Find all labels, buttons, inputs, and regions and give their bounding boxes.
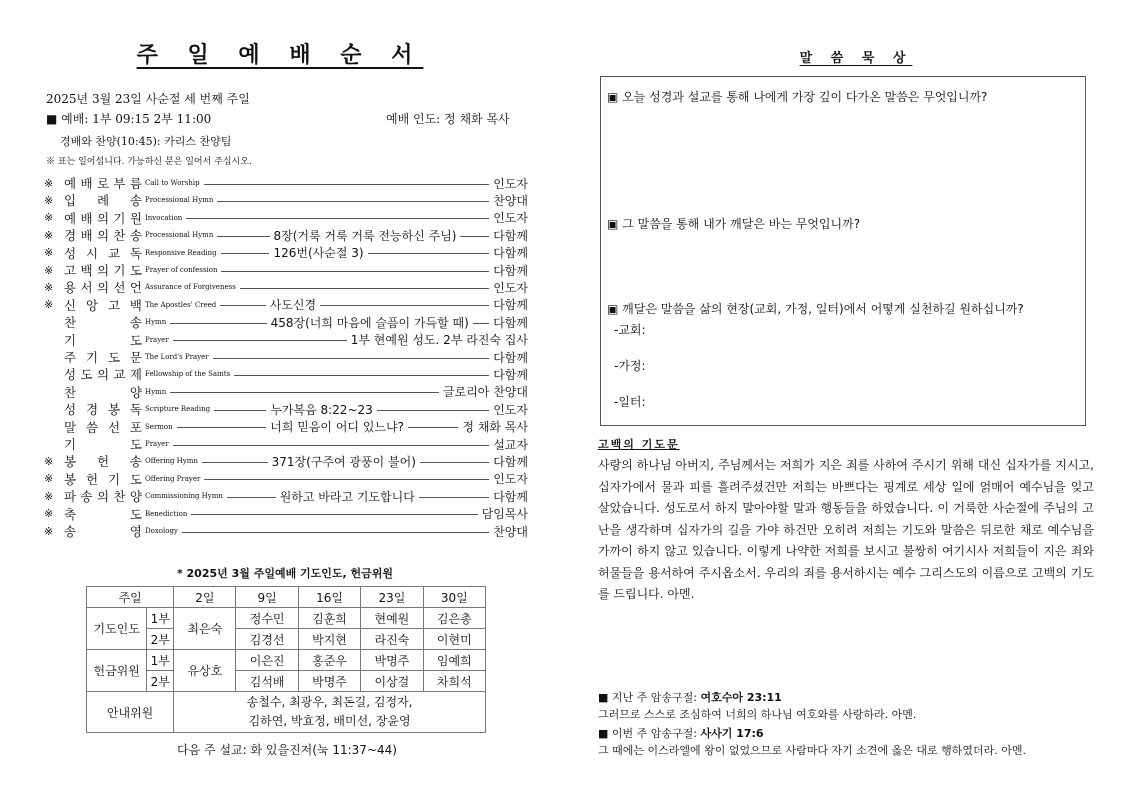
order-item — [44, 245, 528, 261]
part-label: 2부 — [147, 671, 174, 692]
order-item-leader: 정 채화 목사 — [462, 420, 528, 435]
order-item-english: Offering Hymn — [145, 457, 198, 466]
leader-line — [173, 445, 490, 446]
standing-mark: ※ — [44, 176, 54, 190]
date-line: 2025년 3월 23일 사순절 세 번째 주일 — [46, 92, 250, 106]
table-header-cell: 주일 — [87, 587, 174, 608]
next-sermon: 다음 주 설교: 화 있을진저(눅 11:37~44) — [177, 743, 397, 757]
leader-line — [221, 253, 270, 254]
order-item-name: 말 씀 선 포 — [64, 419, 142, 435]
order-item — [44, 384, 528, 400]
service-leader: 예배 인도: 정 채화 목사 — [386, 112, 510, 126]
prayer-title: 고백의 기도문 — [598, 438, 680, 451]
order-item-english: Benediction — [145, 509, 188, 518]
order-item-leader: 1부 현예원 성도. 2부 라진숙 집사 — [350, 333, 528, 348]
order-item-leader: 다함께 — [493, 315, 528, 330]
last-week-ref: 여호수아 23:11 — [700, 691, 782, 704]
order-item-english: Prayer — [145, 440, 169, 448]
ushers-line: 김하연, 박효정, 배미선, 장윤영 — [248, 714, 411, 728]
standing-mark: ※ — [44, 454, 54, 468]
order-item-leader: 다함께 — [493, 454, 528, 469]
order-item-name: 파 송 의 찬 양 — [64, 489, 142, 505]
praise-line: 경배와 찬양(10:45): 카리스 찬양팀 — [60, 135, 232, 148]
committee-table — [86, 586, 486, 733]
order-item-detail: 458장(너희 마음에 슬픔이 가득할 때) — [270, 315, 469, 330]
table-cell: 박지현 — [298, 629, 360, 650]
standing-mark: ※ — [44, 489, 54, 503]
this-week-ref: 사사기 17:6 — [700, 727, 764, 740]
order-item-leader: 찬양대 — [493, 524, 528, 539]
order-item-name: 성 도 의 교 제 — [64, 367, 142, 383]
order-item — [44, 366, 528, 382]
standing-mark: ※ — [44, 298, 54, 312]
order-item-name: 성 경 봉 독 — [64, 402, 142, 418]
table-row — [87, 650, 486, 671]
order-item-english: The Apostles' Creed — [145, 300, 217, 309]
order-item-leader: 찬양대 — [493, 193, 528, 208]
order-item-name: 용 서 의 선 언 — [64, 280, 142, 296]
order-item-english: Scripture Reading — [145, 405, 211, 414]
leader-line — [214, 410, 266, 411]
table-cell: 이현미 — [423, 629, 485, 650]
order-item — [44, 419, 528, 435]
ushers-cell — [174, 692, 486, 733]
leader-line — [377, 410, 489, 411]
order-item-leader: 다함께 — [493, 350, 528, 365]
answer-church: -교회: — [614, 323, 646, 337]
order-item — [44, 279, 528, 295]
order-item-leader: 설교자 — [493, 437, 528, 452]
table-header-cell: 9일 — [236, 587, 298, 608]
order-item-english: Fellowship of the Saints — [145, 370, 231, 379]
order-item-name: 축 도 — [64, 506, 142, 522]
order-item-detail: 126번(사순절 3) — [273, 246, 364, 261]
order-item — [44, 227, 528, 243]
row-label-offering: 헌금위원 — [87, 650, 147, 692]
order-item — [44, 453, 528, 469]
service-time: ■ 예배: 1부 09:15 2부 11:00 — [46, 112, 212, 126]
table-row — [87, 671, 486, 692]
order-item — [44, 210, 528, 226]
order-item-name: 입 례 송 — [64, 193, 142, 209]
table-header-cell: 16일 — [298, 587, 360, 608]
leader-line — [202, 462, 268, 463]
order-item-leader: 인도자 — [493, 402, 528, 417]
order-item — [44, 175, 528, 191]
order-item-english: Call to Worship — [145, 179, 200, 187]
question-1: ▣ 오늘 성경과 설교를 통해 나에게 가장 깊이 다가온 말씀은 무엇입니까? — [607, 90, 988, 104]
table-cell: 김경선 — [236, 629, 298, 650]
table-row — [87, 629, 486, 650]
part-label: 1부 — [147, 608, 174, 629]
order-item-english: Hymn — [145, 387, 167, 396]
leader-line — [217, 236, 269, 237]
order-item-english: Assurance of Forgiveness — [145, 283, 236, 292]
order-item-leader: 다함께 — [493, 263, 528, 278]
leader-line — [227, 497, 276, 498]
confession-prayer: 사랑의 하나님 아버지, 주님께서는 저희가 지은 죄를 사하여 주시기 위해 대신 십자가를 지시고, 십자가에서 물과 피를 흘려주셨건만 저희는 바쁘다는 핑계로 세상 일에 얽매어 예수님을 잊고 살았습니다. 성도로서 하지 말아야할 말과 행동들을 하였습니다. 이 거룩한 사순절에 주님의 고난을 생각하며 십자가의 길을 가야 하건만 오히려 저희는 기도와 말씀은 뒤로한 채로 예수님을 가까이 하지 않고 있습니다. 이렇게 나약한 저희를 보시고 불쌍히 여기시사 저희들이 지은 죄와 허물들을 용서하여 주시옵소서. 우리의 죄를 용서하시는 예수 그리스도의 이름으로 고백의 기도를 드립니다. 아멘. — [598, 458, 1094, 601]
order-item-english: Prayer — [145, 335, 169, 344]
order-item-english: Responsive Reading — [145, 248, 217, 257]
order-item-name: 찬 양 — [64, 384, 142, 400]
order-item-leader: 인도자 — [493, 176, 528, 191]
leader-line — [177, 427, 267, 428]
meditation-box — [600, 76, 1086, 426]
this-week-verse-heading — [598, 725, 764, 741]
order-item-leader: 글로리아 찬양대 — [443, 385, 528, 400]
order-item-english: Processional Hymn — [145, 196, 214, 205]
order-item-detail: 사도신경 — [269, 298, 317, 313]
order-item — [44, 488, 528, 504]
row-label-prayer: 기도인도 — [87, 608, 147, 650]
order-item-name: 기 도 — [64, 332, 142, 348]
order-item — [44, 297, 528, 313]
table-cell: 이은진 — [236, 650, 298, 671]
order-item-detail: 371장(구주여 광풍이 불어) — [271, 454, 416, 469]
order-item-detail: 누가복음 8:22~23 — [270, 402, 373, 417]
order-item-name: 기 도 — [64, 437, 142, 452]
last-week-verse-heading — [598, 689, 782, 705]
standing-note: ※ 표는 일어섭니다. 가능하신 분은 일어서 주십시오. — [46, 157, 252, 167]
standing-mark: ※ — [44, 524, 54, 538]
leader-line — [320, 305, 489, 306]
order-item-english: Processional Hymn — [145, 231, 214, 240]
leader-line — [240, 288, 489, 289]
order-item-english: Doxology — [145, 527, 178, 535]
leader-line — [217, 201, 489, 202]
order-item-name: 찬 송 — [64, 315, 142, 331]
row-label-ushers: 안내위원 — [87, 692, 174, 733]
leader-line — [234, 375, 489, 376]
table-header-cell: 30일 — [423, 587, 485, 608]
order-item — [44, 436, 528, 452]
answer-work: -일터: — [614, 395, 646, 409]
leader-line — [182, 532, 489, 533]
leader-line — [204, 479, 489, 480]
order-item-english: Hymn — [145, 318, 167, 327]
order-item-name: 송 영 — [64, 524, 142, 539]
standing-mark: ※ — [44, 280, 54, 294]
order-item-leader: 다함께 — [493, 367, 528, 382]
order-item — [44, 314, 528, 330]
standing-mark: ※ — [44, 193, 54, 207]
table-cell: 김은총 — [423, 608, 485, 629]
page-title: 주 일 예 배 순 서 — [136, 43, 424, 68]
order-item-leader: 인도자 — [493, 280, 528, 295]
last-week-label: ■ 지난 주 암송구절: — [598, 691, 697, 704]
leader-line — [408, 427, 458, 428]
order-item — [44, 349, 528, 365]
order-item-detail: 원하고 바라고 기도합니다 — [279, 489, 415, 504]
leader-line — [213, 358, 490, 359]
order-item-english: Sermon — [145, 422, 173, 431]
question-2: ▣ 그 말씀을 통해 내가 깨달은 바는 무엇입니까? — [607, 217, 861, 231]
order-item-english: Offering Prayer — [145, 474, 201, 483]
leader-line — [170, 323, 266, 324]
order-item-name: 예 배 로 부 름 — [64, 176, 142, 191]
leader-line — [460, 236, 489, 237]
table-header-cell: 2일 — [174, 587, 236, 608]
leader-line — [186, 218, 489, 219]
table-row — [87, 692, 486, 733]
order-item — [44, 262, 528, 278]
table-cell: 홍준우 — [298, 650, 360, 671]
standing-mark: ※ — [44, 472, 54, 486]
order-item-name: 주 기 도 문 — [64, 350, 142, 365]
order-item-name: 성 시 교 독 — [64, 245, 142, 261]
question-3: ▣ 깨달은 말씀을 삶의 현장(교회, 가정, 일터)에서 어떻게 실천하길 원하십니까? — [607, 302, 1024, 316]
this-week-verse: 그 때에는 이스라엘에 왕이 없었으므로 사람마다 자기 소견에 옳은 대로 행하였더라. 아멘. — [598, 744, 1026, 757]
answer-home: -가정: — [614, 359, 646, 373]
order-item-english: Prayer of confession — [145, 266, 218, 274]
order-item-leader: 다함께 — [493, 298, 528, 313]
order-item-name: 예 배 의 기 원 — [64, 210, 142, 226]
order-item-leader: 다함께 — [493, 246, 528, 261]
order-item-english: Invocation — [145, 213, 183, 222]
table-cell: 현예원 — [361, 608, 423, 629]
table-cell: 박명주 — [361, 650, 423, 671]
table-cell: 김훈희 — [298, 608, 360, 629]
table-cell: 차희석 — [423, 671, 485, 692]
table-cell: 임예희 — [423, 650, 485, 671]
order-item-name: 신 앙 고 백 — [64, 297, 142, 313]
order-item-english: The Lord's Prayer — [145, 353, 209, 361]
order-item — [44, 192, 528, 208]
leader-line — [170, 392, 439, 393]
committee-title: * 2025년 3월 주일예배 기도인도, 헌금위원 — [176, 567, 394, 580]
last-week-verse: 그러므로 스스로 조심하여 너희의 하나님 여호와를 사랑하라. 아멘. — [598, 708, 917, 721]
meditation-title: 말 씀 묵 상 — [799, 51, 913, 66]
order-item — [44, 332, 528, 348]
order-item — [44, 523, 528, 539]
table-header-cell: 23일 — [361, 587, 423, 608]
order-item-leader: 인도자 — [493, 472, 528, 487]
leader-line — [220, 305, 265, 306]
table-cell: 박명주 — [298, 671, 360, 692]
order-item-name: 고 백 의 기 도 — [64, 263, 142, 278]
table-cell: 최은숙 — [174, 608, 236, 650]
standing-mark: ※ — [44, 263, 54, 277]
leader-line — [368, 253, 490, 254]
leader-line — [420, 462, 489, 463]
leader-line — [191, 514, 477, 515]
table-row — [87, 587, 486, 608]
table-cell: 김석배 — [236, 671, 298, 692]
order-item-leader: 다함께 — [493, 228, 528, 243]
ushers-line: 송철수, 최광우, 최돈길, 김정자, — [246, 695, 413, 709]
standing-mark: ※ — [44, 246, 54, 260]
part-label: 2부 — [147, 629, 174, 650]
this-week-label: ■ 이번 주 암송구절: — [598, 727, 697, 740]
leader-line — [221, 271, 489, 272]
leader-line — [204, 184, 490, 185]
order-item — [44, 401, 528, 417]
order-item — [44, 471, 528, 487]
order-item-detail: 8장(거룩 거룩 거룩 전능하신 주님) — [273, 228, 457, 243]
order-item-name: 봉 헌 기 도 — [64, 471, 142, 487]
standing-mark: ※ — [44, 211, 54, 225]
order-item — [44, 506, 528, 522]
order-item-leader: 인도자 — [493, 211, 528, 226]
leader-line — [173, 340, 347, 341]
table-row — [87, 608, 486, 629]
leader-line — [473, 323, 489, 324]
part-label: 1부 — [147, 650, 174, 671]
order-item-leader: 다함께 — [493, 489, 528, 504]
order-item-name: 경 배 의 찬 송 — [64, 228, 142, 244]
table-cell: 이상걸 — [361, 671, 423, 692]
standing-mark: ※ — [44, 228, 54, 242]
table-cell: 유상호 — [174, 650, 236, 692]
standing-mark: ※ — [44, 507, 54, 521]
order-item-detail: 너희 믿음이 어디 있느냐? — [270, 420, 404, 435]
order-item-english: Commissioning Hymn — [145, 492, 223, 501]
order-item-leader: 담임목사 — [481, 507, 528, 522]
table-cell: 정수민 — [236, 608, 298, 629]
order-item-name: 봉 헌 송 — [64, 454, 142, 470]
leader-line — [419, 497, 489, 498]
table-cell: 라진숙 — [361, 629, 423, 650]
